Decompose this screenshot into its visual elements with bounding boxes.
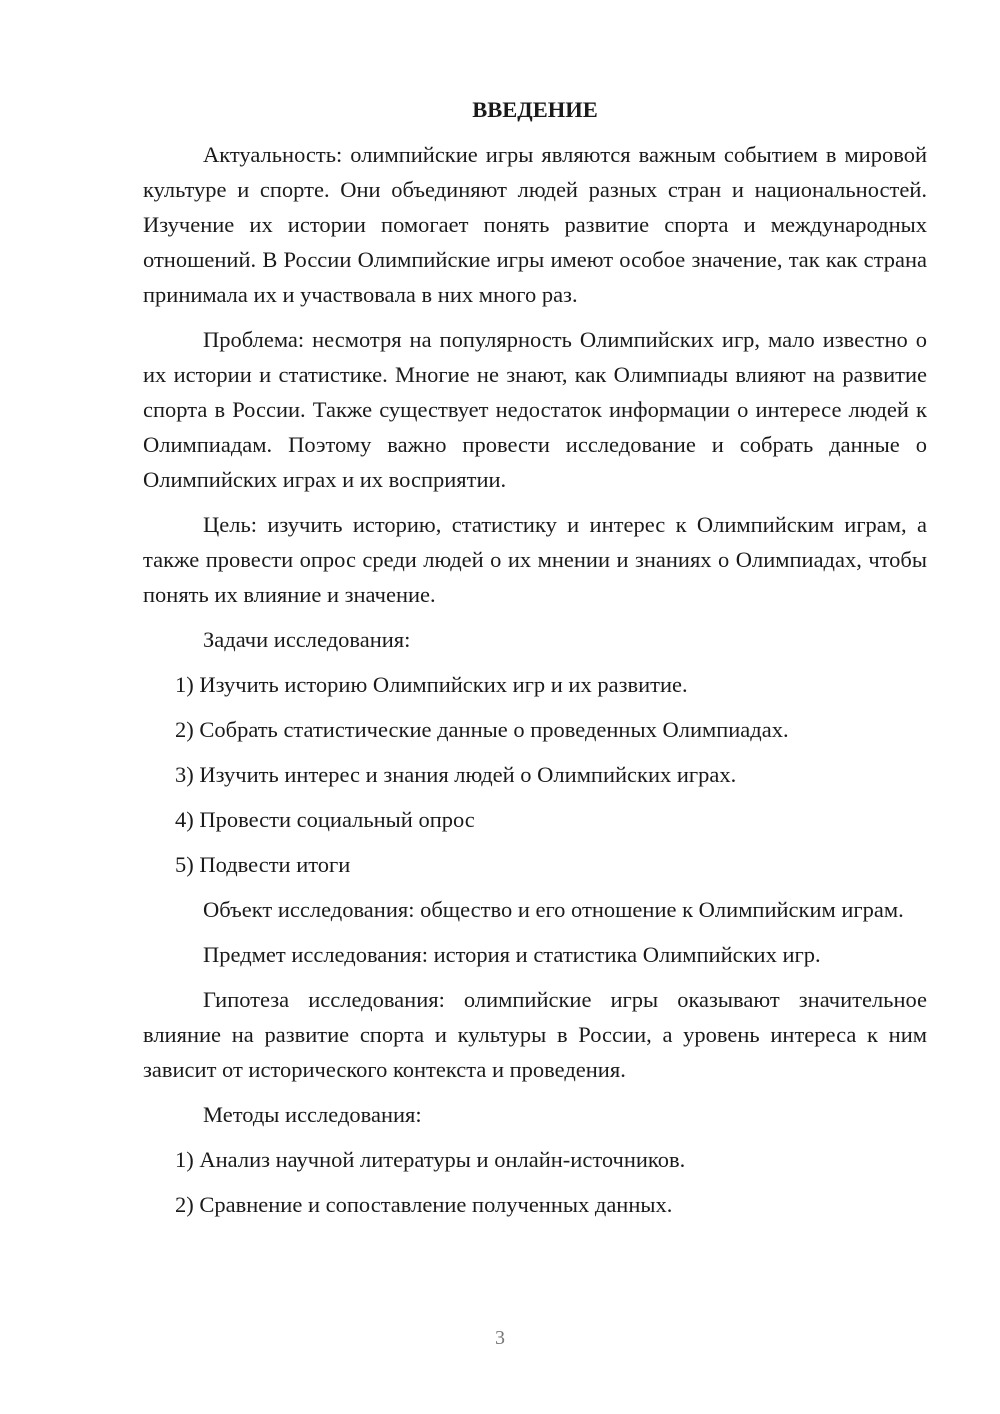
problem-paragraph: Проблема: несмотря на популярность Олимпийских игр, мало известно о их истории и статистике. Многие не знают, как Олимпиады влияют на развитие спорта в России. Также существует недостаток информации о интересе людей к Олимпиадам. Поэтому важно провести исследование и собрать данные о Олимпийских играх и их восприятии. [143,327,927,492]
page-content [143,92,927,1232]
task-item-2: 2) Собрать статистические данные о проведенных Олимпиадах. [175,717,789,742]
relevance-paragraph: Актуальность: олимпийские игры являются важным событием в мировой культуре и спорте. Они объединяют людей разных стран и национальностей. Изучение их истории помогает понять развитие спорта и международных отношений. В России Олимпийские игры имеют особое значение, так как страна принимала их и участвовала в них много раз. [143,142,927,307]
object-paragraph: Объект исследования: общество и его отношение к Олимпийским играм. [203,897,904,922]
goal-paragraph: Цель: изучить историю, статистику и интерес к Олимпийским играм, а также провести опрос среди людей о их мнении и знаниях о Олимпиадах, чтобы понять их влияние и значение. [143,512,927,607]
task-item-1: 1) Изучить историю Олимпийских игр и их развитие. [175,672,688,697]
page-number: 3 [495,1327,505,1349]
task-item-5: 5) Подвести итоги [175,852,351,877]
task-item-3: 3) Изучить интерес и знания людей о Олимпийских играх. [175,762,737,787]
hypothesis-paragraph: Гипотеза исследования: олимпийские игры оказывают значительное влияние на развитие спорта и культуры в России, а уровень интереса к ним зависит от исторического контекста и проведения. [143,987,927,1082]
method-item-1: 1) Анализ научной литературы и онлайн-источников. [175,1147,686,1172]
method-item-2: 2) Сравнение и сопоставление полученных данных. [175,1192,673,1217]
methods-title: Методы исследования: [203,1102,422,1127]
subject-paragraph: Предмет исследования: история и статистика Олимпийских игр. [203,942,821,967]
task-item-4: 4) Провести социальный опрос [175,807,475,832]
section-heading: ВВЕДЕНИЕ [472,97,598,122]
tasks-title: Задачи исследования: [203,627,411,652]
